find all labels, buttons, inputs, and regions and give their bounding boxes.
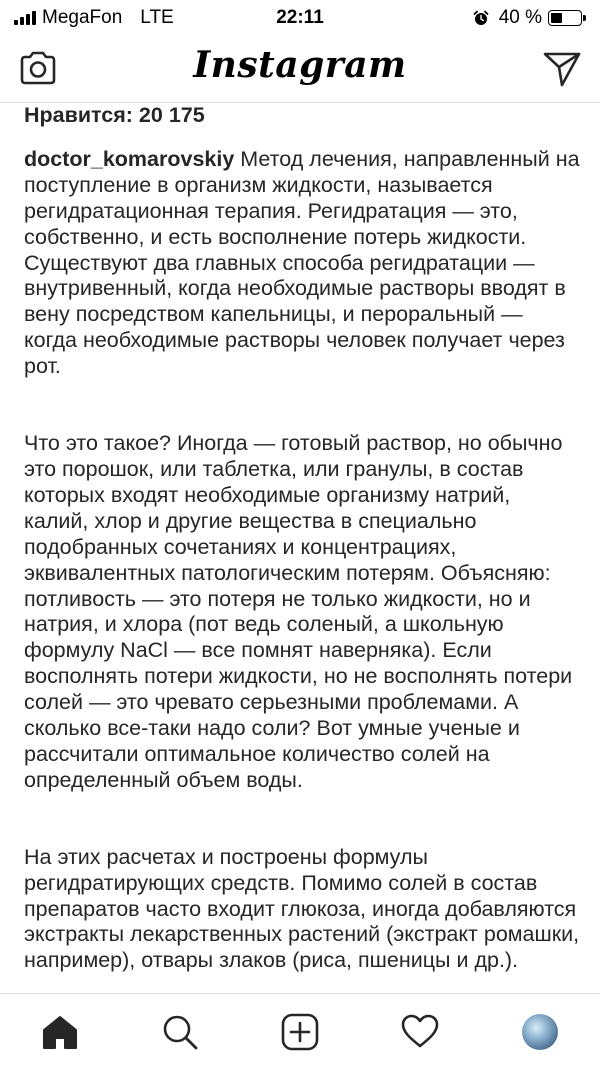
post-content xyxy=(24,103,580,974)
network-type: LTE xyxy=(140,7,174,28)
battery-icon xyxy=(548,10,582,26)
search-icon[interactable] xyxy=(160,1012,200,1052)
new-post-icon[interactable] xyxy=(280,1012,320,1052)
status-right xyxy=(473,7,586,29)
direct-message-icon[interactable] xyxy=(542,50,582,88)
activity-heart-icon[interactable] xyxy=(400,1012,440,1052)
caption-paragraph: На этих расчетах и построены формулы регидратирующих средств. Помимо солей в состав препаратов часто входит глюкоза, иногда добавляются экстракты лекарственных растений (экстракт ромашки, например), отвары злаков (риса, пшеницы и др.). xyxy=(24,844,580,973)
alarm-icon xyxy=(473,10,489,26)
instagram-logo: Instagram xyxy=(193,44,407,86)
status-time: 22:11 xyxy=(276,7,324,28)
battery-fill xyxy=(551,13,562,23)
tab-bar xyxy=(0,993,600,1067)
caption-paragraph xyxy=(24,147,580,380)
likes-count[interactable]: Нравится: 20 175 xyxy=(24,103,205,127)
battery-percent: 40 % xyxy=(498,7,542,28)
app-header xyxy=(0,36,600,103)
home-icon[interactable] xyxy=(40,1012,80,1052)
profile-avatar[interactable] xyxy=(522,1014,558,1050)
carrier-name: MegaFon xyxy=(42,7,123,28)
status-bar xyxy=(0,0,600,36)
caption-paragraph: Что это такое? Иногда — готовый раствор, но обычно это порошок, или таблетка, или гранулы, в состав которых входят необходимые организму натрий, калий, хлор и другие вещества в специально подобранных сочетаниях и концентрациях, эквивалентных патологическим потерям. Объясняю: потливость — это потеря не только жидкости, но и натрия, и хлора (пот ведь соленый, а школьную формулу NaCl — все помнят наверняка). Если восполнять потери жидкости, но не восполнять потери солей — это чревато серьезными проблемами. А сколько все-таки надо соли? Вот умные ученые и рассчитали оптимальное количество солей на определенный объем воды. xyxy=(24,431,573,792)
post-username[interactable]: doctor_komarovskiy xyxy=(24,146,235,171)
post-caption xyxy=(24,147,580,974)
caption-text: Метод лечения, направленный на поступление в организм жидкости, называется регидратационная терапия. Регидратация — это, собственно, и есть восполнение потерь жидкости. Существуют два главных способа регидратации — внутривенный, когда необходимые растворы вводят в вену посредством капельницы, и пероральный — когда необходимые растворы человек получает через рот. xyxy=(24,146,580,379)
battery-nub xyxy=(583,15,586,21)
